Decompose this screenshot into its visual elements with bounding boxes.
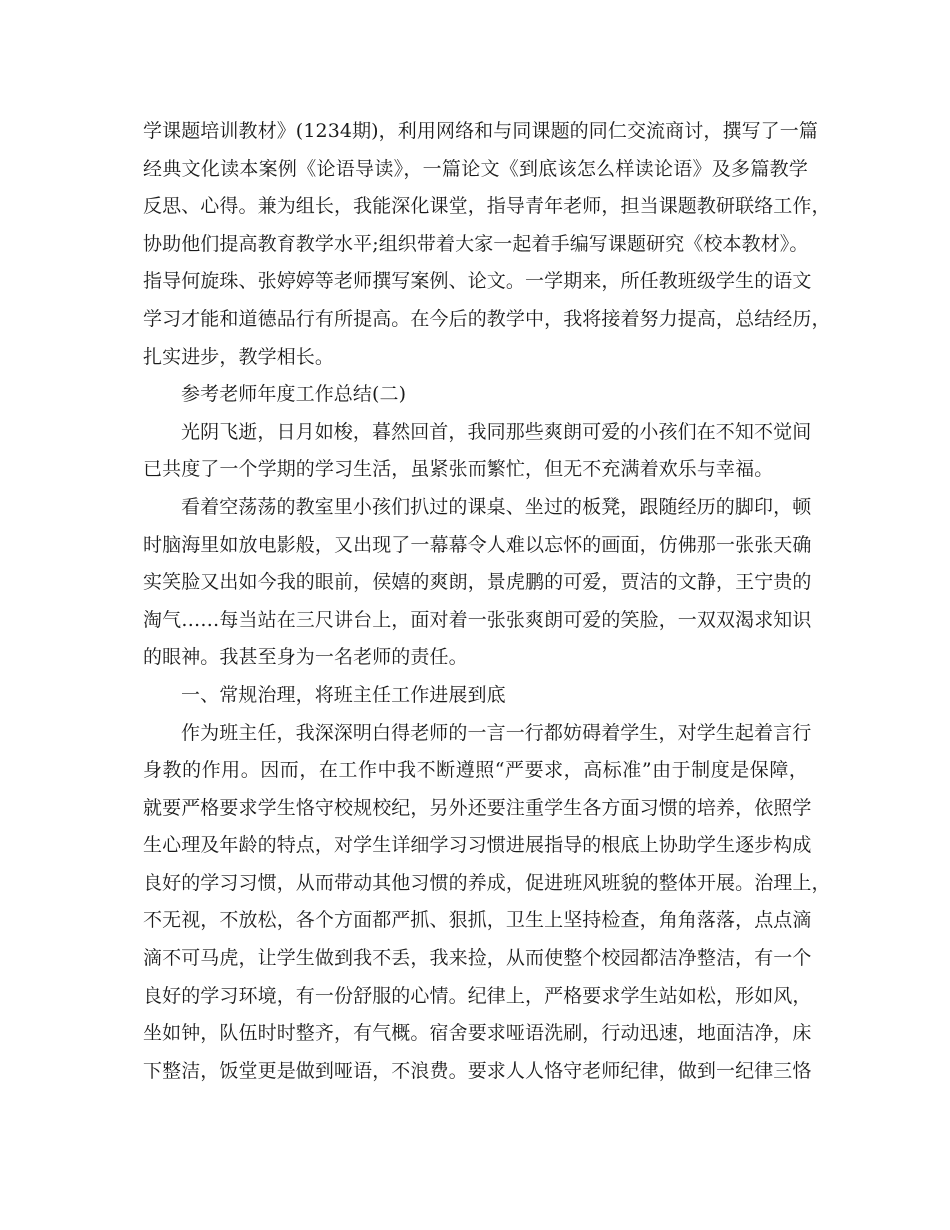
text-line: 滴不可马虎，让学生做到我不丢，我来捡，从而使整个校园都洁净整洁，有一个 bbox=[143, 947, 812, 970]
text-line: 经典文化读本案例《论语导读》，一篇论文《到底该怎么样读论语》及多篇教学 bbox=[143, 157, 808, 180]
text-line: 坐如钟，队伍时时整齐，有气概。宿舍要求哑语洗刷，行动迅速，地面洁净，床 bbox=[143, 1022, 812, 1045]
section-heading: 参考老师年度工作总结(二) bbox=[181, 383, 407, 406]
text-line: 光阴飞逝，日月如梭，暮然回首，我同那些爽朗可爱的小孩们在不知不觉间 bbox=[181, 420, 812, 443]
text-line: 下整洁，饭堂更是做到哑语，不浪费。要求人人恪守老师纪律，做到一纪律三恪 bbox=[143, 1059, 812, 1082]
text-line: 生心理及年龄的特点，对学生详细学习习惯进展指导的根底上协助学生逐步构成 bbox=[143, 834, 812, 857]
text-line: 就要严格要求学生恪守校规校纪，另外还要注重学生各方面习惯的培养，依照学 bbox=[143, 796, 812, 819]
text-line: 反思、心得。兼为组长，我能深化课堂，指导青年老师，担当课题教研联络工作， bbox=[143, 195, 831, 218]
text-line: 良好的学习环境，有一份舒服的心情。纪律上，严格要求学生站如松，形如风， bbox=[143, 984, 812, 1007]
subsection-heading: 一、常规治理，将班主任工作进展到底 bbox=[181, 683, 506, 706]
text-line: 的眼神。我甚至身为一名老师的责任。 bbox=[143, 646, 468, 669]
text-line: 已共度了一个学期的学习生活，虽紧张而繁忙，但无不充满着欢乐与幸福。 bbox=[143, 458, 774, 481]
text-line: 协助他们提高教育教学水平;组织带着大家一起着手编写课题研究《校本教材》。 bbox=[143, 232, 809, 255]
document-body bbox=[143, 113, 831, 1090]
text-line: 身教的作用。因而，在工作中我不断遵照“严要求，高标准”由于制度是保障， bbox=[143, 759, 808, 782]
text-line: 时脑海里如放电影般，又出现了一幕幕令人难以忘怀的画面，仿佛那一张张天确 bbox=[143, 533, 812, 556]
text-line: 淘气……每当站在三尺讲台上，面对着一张张爽朗可爱的笑脸，一双双渴求知识 bbox=[143, 608, 812, 631]
text-line: 学习才能和道德品行有所提高。在今后的教学中，我将接着努力提高，总结经历， bbox=[143, 307, 831, 330]
text-line: 不无视，不放松，各个方面都严抓、狠抓，卫生上坚持检查，角角落落，点点滴 bbox=[143, 909, 812, 932]
text-line: 作为班主任，我深深明白得老师的一言一行都妨碍着学生，对学生起着言行 bbox=[181, 721, 812, 744]
text-line: 扎实进步，教学相长。 bbox=[143, 345, 335, 368]
text-line: 实笑脸又出如今我的眼前，侯嬉的爽朗，景虎鹏的可爱，贾洁的文静，王宁贵的 bbox=[143, 571, 812, 594]
text-line: 学课题培训教材》(1234期)，利用网络和与同课题的同仁交流商讨，撰写了一篇 bbox=[143, 120, 818, 142]
text-line: 看着空荡荡的教室里小孩们扒过的课桌、坐过的板凳，跟随经历的脚印，顿 bbox=[181, 495, 812, 518]
text-line: 良好的学习习惯，从而带动其他习惯的养成，促进班风班貌的整体开展。治理上， bbox=[143, 871, 831, 894]
text-line: 指导何旋珠、张婷婷等老师撰写案例、论文。一学期来，所任教班级学生的语文 bbox=[143, 270, 812, 293]
